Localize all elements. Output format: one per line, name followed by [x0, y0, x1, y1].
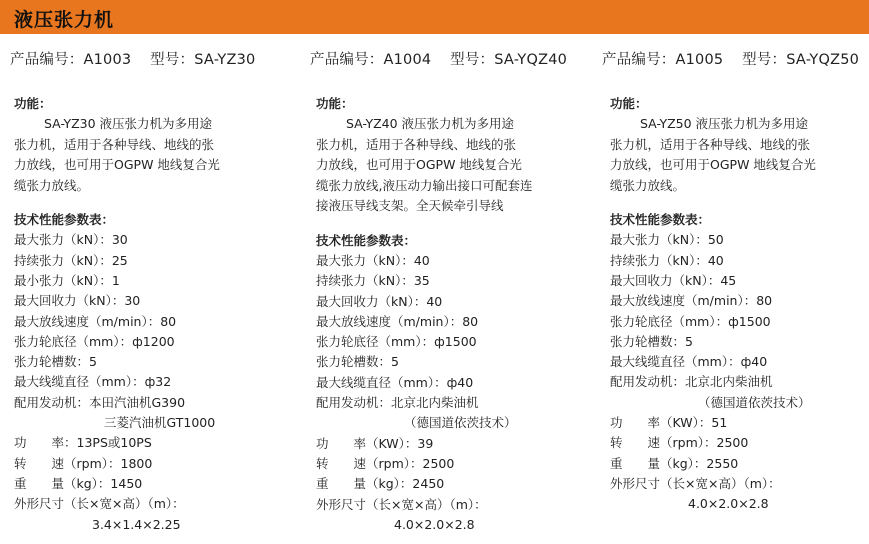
spec-row: 最大线缆直径（mm）：ф40: [610, 354, 768, 370]
product-body-a1005: [610, 94, 865, 515]
specs-list: [610, 230, 865, 514]
spec-row: 4.0×2.0×2.8: [688, 496, 769, 512]
specs-title: 技术性能参数表：: [14, 212, 115, 228]
spec-row: 功 率（KW）：51: [610, 415, 728, 431]
spec-row: 外形尺寸（长×宽×高）（m）：: [14, 496, 185, 512]
product-code: 产品编号：A1004: [310, 52, 432, 68]
function-line: SA-YZ50 液压张力机为多用途: [640, 116, 809, 131]
specs-title: 技术性能参数表：: [610, 212, 711, 228]
product-code: 产品编号：A1005: [602, 52, 724, 68]
function-line: SA-YZ40 液压张力机为多用途: [346, 116, 515, 131]
spec-row: 重 量（kg）：2450: [316, 476, 445, 492]
spec-row: 配用发动机：本田汽油机G390: [14, 394, 186, 410]
spec-row: 最大张力（kN）：50: [610, 232, 724, 248]
spec-row: 重 量（kg）：2550: [610, 455, 739, 471]
product-model: 型号：SA-YQZ40: [450, 52, 568, 68]
spec-row: 最大放线速度（m/min）：80: [316, 313, 479, 329]
function-line: 力放线，也可用于OGPW 地线复合光: [14, 157, 220, 173]
spec-row: 功 率（KW）：39: [316, 435, 434, 451]
function-line: 张力机，适用于各种导线、地线的张: [14, 136, 215, 152]
specs-title: 技术性能参数表：: [316, 232, 417, 248]
spec-row: 最大回收力（kN）：40: [316, 293, 443, 309]
product-header: [602, 48, 869, 70]
spec-row: 外形尺寸（长×宽×高）（m）：: [316, 496, 487, 512]
function-title: 功能：: [610, 96, 648, 111]
function-line: SA-YZ30 液压张力机为多用途: [44, 116, 213, 131]
spec-row: 持续张力（kN）：25: [14, 252, 128, 268]
product-column-a1005: [602, 48, 869, 70]
spec-row: 最大回收力（kN）：30: [14, 293, 141, 309]
product-header: [310, 48, 600, 70]
spec-row: 最小张力（kN）：1: [14, 272, 120, 288]
product-header: [10, 48, 300, 70]
spec-row: 最大线缆直径（mm）：ф32: [14, 374, 172, 390]
spec-row: 功 率：13PS或10PS: [14, 435, 152, 451]
function-line: 力放线，也可用于OGPW 地线复合光: [610, 157, 816, 173]
product-column-a1004: [310, 48, 600, 70]
spec-row: 转 速（rpm）：2500: [316, 455, 455, 471]
function-line: 接液压导线支架。全天候牵引导线: [316, 198, 504, 214]
title-banner: [0, 0, 869, 34]
product-body-a1003: [14, 94, 294, 535]
function-line: 张力机，适用于各种导线、地线的张: [316, 136, 517, 152]
function-title: 功能：: [316, 96, 354, 111]
spec-row: （德国道依茨技术）: [404, 415, 517, 431]
spec-row: 重 量（kg）：1450: [14, 475, 143, 491]
product-model: 型号：SA-YQZ50: [742, 52, 860, 68]
spec-row: 配用发动机：北京北内柴油机: [316, 395, 479, 411]
function-title: 功能：: [14, 96, 52, 111]
function-line: 张力机，适用于各种导线、地线的张: [610, 136, 811, 152]
spec-row: 张力轮槽数：5: [14, 354, 97, 370]
spec-row: （德国道依茨技术）: [698, 394, 811, 410]
spec-row: 最大回收力（kN）：45: [610, 272, 737, 288]
spec-row: 张力轮底径（mm）：ф1200: [14, 333, 175, 349]
spec-row: 三菱汽油机GT1000: [104, 415, 216, 431]
spec-row: 张力轮槽数：5: [610, 333, 693, 349]
spec-row: 配用发动机：北京北内柴油机: [610, 374, 773, 390]
spec-row: 3.4×1.4×2.25: [92, 516, 181, 532]
spec-row: 最大张力（kN）：30: [14, 232, 128, 248]
spec-row: 张力轮底径（mm）：ф1500: [316, 334, 477, 350]
spec-row: 最大放线速度（m/min）：80: [14, 313, 177, 329]
spec-row: 张力轮底径（mm）：ф1500: [610, 313, 771, 329]
spec-row: 转 速（rpm）：1800: [14, 455, 153, 471]
spec-row: 持续张力（kN）：35: [316, 273, 430, 289]
function-line: 力放线，也可用于OGPW 地线复合光: [316, 157, 522, 173]
spec-row: 最大放线速度（m/min）：80: [610, 293, 773, 309]
specs-list: [14, 230, 294, 534]
spec-row: 最大线缆直径（mm）：ф40: [316, 374, 474, 390]
spec-row: 外形尺寸（长×宽×高）（m）：: [610, 475, 781, 491]
function-line: 缆张力放线。: [610, 177, 686, 193]
function-line: 缆张力放线,液压动力输出接口可配套连: [316, 177, 533, 193]
product-body-a1004: [316, 94, 598, 535]
function-line: 缆张力放线。: [14, 177, 90, 193]
product-model: 型号：SA-YZ30: [150, 52, 256, 68]
spec-row: 张力轮槽数：5: [316, 354, 399, 370]
spec-row: 转 速（rpm）：2500: [610, 435, 749, 451]
spec-row: 最大张力（kN）：40: [316, 252, 430, 268]
product-code: 产品编号：A1003: [10, 52, 132, 68]
spec-row: 4.0×2.0×2.8: [394, 516, 475, 532]
product-column-a1003: [10, 48, 300, 70]
spec-row: 持续张力（kN）：40: [610, 252, 724, 268]
specs-list: [316, 251, 598, 535]
page-title: 液压张力机: [14, 9, 115, 31]
